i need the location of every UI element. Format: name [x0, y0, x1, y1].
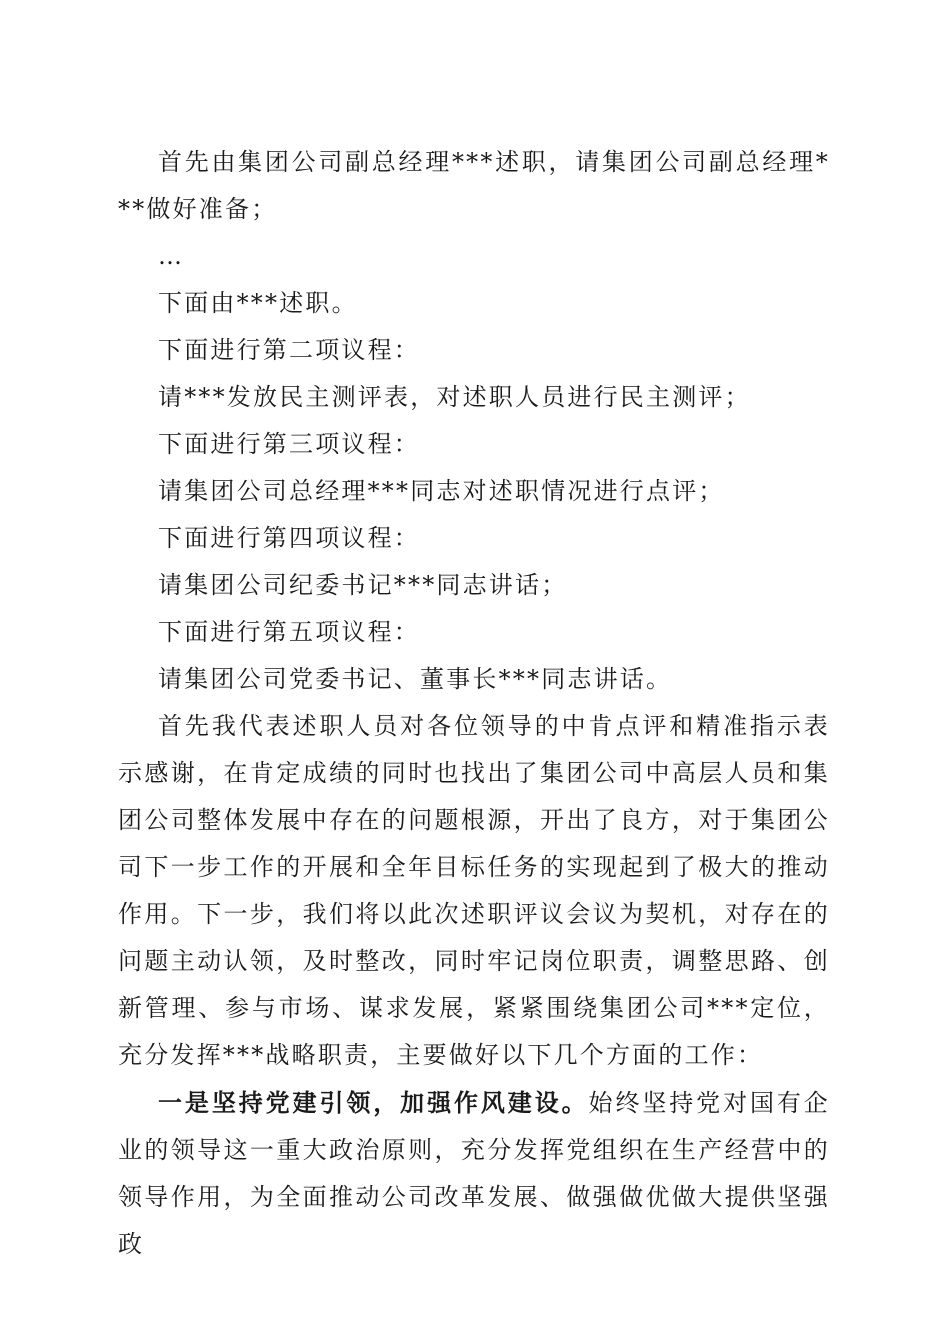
paragraph	[118, 562, 830, 609]
paragraph-text: 下面进行第三项议程：	[158, 430, 420, 458]
paragraph-text: 请***发放民主测评表，对述职人员进行民主测评；	[158, 383, 751, 411]
paragraph	[118, 468, 830, 515]
paragraph-text: 下面进行第四项议程：	[158, 524, 420, 552]
paragraph-text: 请集团公司党委书记、董事长***同志讲话。	[158, 665, 673, 693]
paragraph	[118, 421, 830, 468]
paragraph-text: 下面进行第五项议程：	[158, 618, 420, 646]
paragraph	[118, 656, 830, 703]
paragraph	[118, 233, 830, 280]
paragraph-text: 首先由集团公司副总经理***述职，请集团公司副总经理***做好准备；	[118, 148, 830, 223]
paragraph	[118, 280, 830, 327]
paragraph-text: 请集团公司纪委书记***同志讲话；	[158, 571, 568, 599]
paragraph	[118, 139, 830, 233]
paragraph-lead-bold: 一是坚持党建引领，加强作风建设。	[158, 1088, 589, 1117]
paragraph-text: 下面由***述职。	[158, 289, 358, 317]
paragraph-text: 始终坚持党对国有企业的领导这一重大政治原则，充分发挥党组织在生产经营中的领导作用，为全面推动公司改革发展、做强做优做大提供坚强政	[118, 1089, 830, 1258]
paragraph-text: 首先我代表述职人员对各位领导的中肯点评和精准指示表示感谢，在肯定成绩的同时也找出了集团公司中高层人员和集团公司整体发展中存在的问题根源，开出了良方，对于集团公司下一步工作的开展和全年目标任务的实现起到了极大的推动作用。下一步，我们将以此次述职评议会议为契机，对存在的问题主动认领，及时整改，同时牢记岗位职责，调整思路、创新管理、参与市场、谋求发展，紧紧围绕集团公司***定位，充分发挥***战略职责，主要做好以下几个方面的工作：	[118, 712, 830, 1069]
paragraph	[118, 327, 830, 374]
paragraph-text: 下面进行第二项议程：	[158, 336, 420, 364]
paragraph	[118, 703, 830, 1079]
document-body	[118, 139, 830, 1268]
paragraph	[118, 515, 830, 562]
paragraph-text: …	[158, 242, 185, 270]
paragraph-text: 请集团公司总经理***同志对述职情况进行点评；	[158, 477, 725, 505]
paragraph	[118, 374, 830, 421]
paragraph	[118, 609, 830, 656]
paragraph	[118, 1079, 830, 1268]
